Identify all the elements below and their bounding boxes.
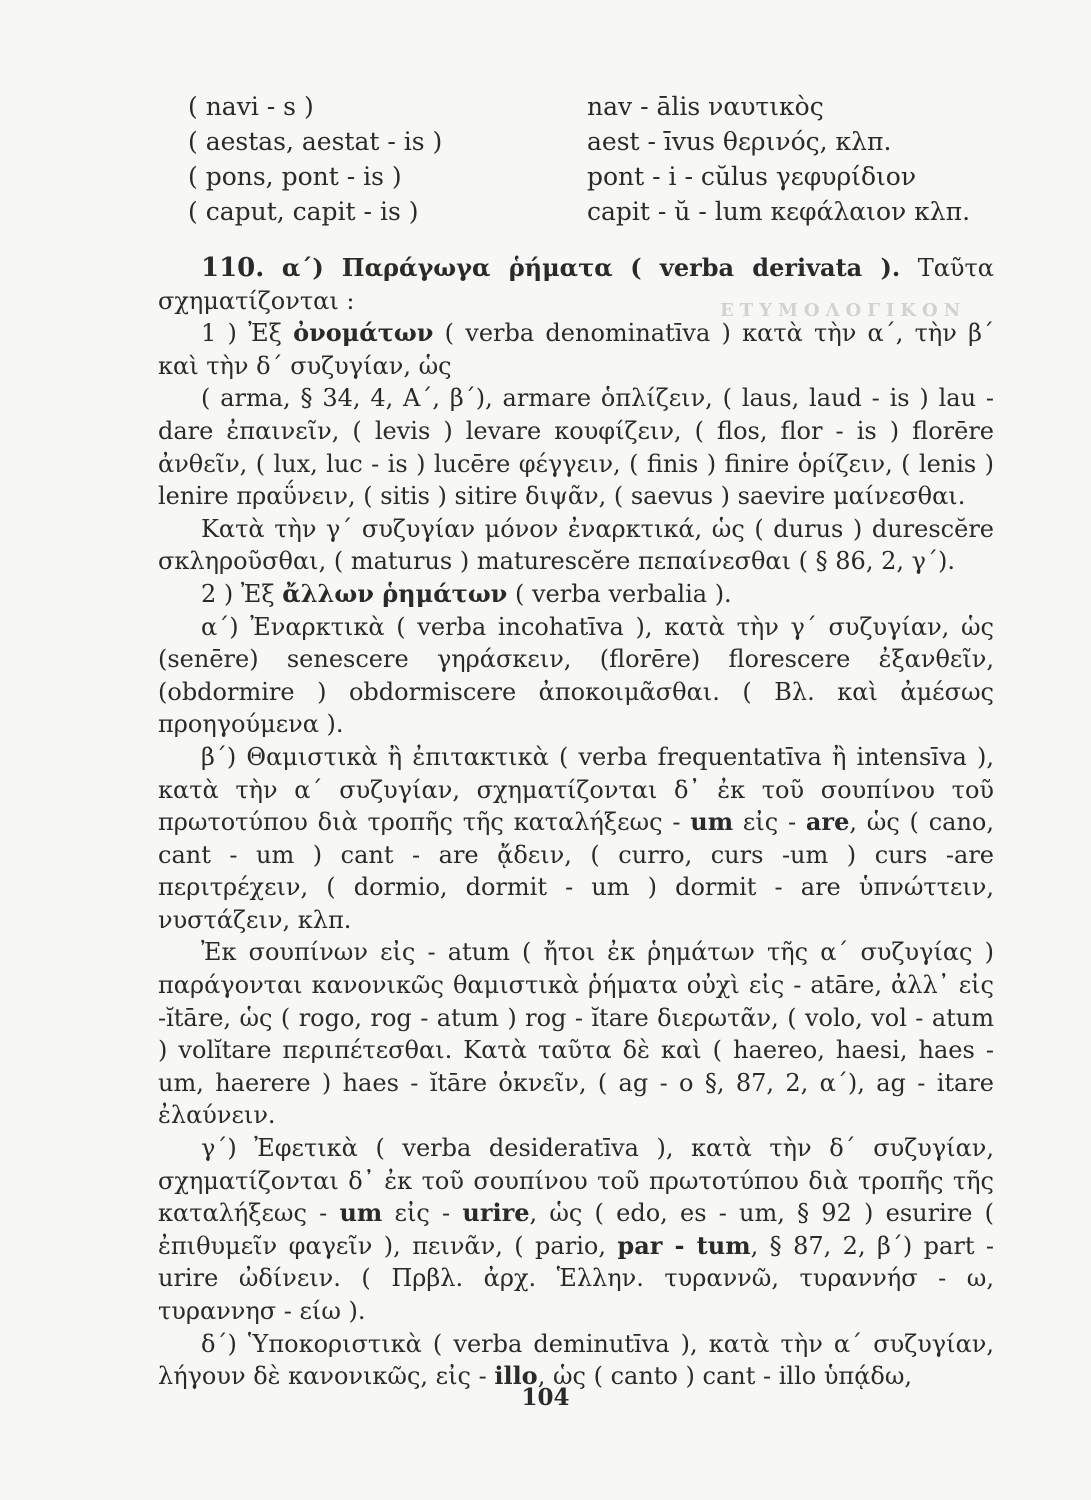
para-c-bold-1: um	[339, 1198, 383, 1228]
para-b-post: , ὡς ( cano, cant - um ) cant - are ᾄδειν, ( curro, curs -um ) curs -are περιτρέχειν, ( dormio, dormit - um ) dormit - are ὑπνώττειν, νυστάζειν, κλπ.	[158, 808, 994, 934]
table-left-2: ( aestas, aestat - is )	[188, 127, 443, 156]
para-c-bold-2: urire	[462, 1198, 530, 1228]
para-c-mid2: , ὡς ( edo, es - um, § 92 ) esurire ( ἐπιθυμεῖν φαγεῖν ), πεινᾶν, ( pario,	[158, 1199, 994, 1260]
paragraph-d	[158, 1328, 994, 1393]
para-c-bold-3: par - tum	[617, 1230, 751, 1260]
table-right-4: capit - ŭ - lum κεφάλαιον κλπ.	[587, 197, 971, 226]
table-left-1: ( navi - s )	[188, 92, 314, 121]
paragraph-a: α΄) Ἐναρκτικὰ ( verba incohatīva ), κατὰ τὴν γ΄ συζυγίαν, ὡς (senēre) senescere γηράσκειν, (florēre) florescere ἐξανθεῖν, (obdormire ) obdormiscere ἀποκοιμᾶσθαι. ( Βλ. καὶ ἀμέσως προηγούμενα ).	[158, 612, 994, 739]
section-number: 110.	[201, 253, 265, 283]
paragraph-b	[158, 741, 994, 937]
para-c-pre: γ΄) Ἐφετικὰ ( verba desideratīva ), κατὰ τὴν δ΄ συζυγίαν, σχηματίζονται δ᾽ ἐκ τοῦ σουπίνου τοῦ πρωτοτύπου διὰ τροπῆς τῆς καταλήξεως -	[158, 1134, 994, 1228]
page-number: 104	[521, 1384, 570, 1411]
para-d-post: , ὡς ( canto ) cant - illo ὑπᾴδω,	[537, 1362, 913, 1391]
section-110	[158, 252, 994, 317]
table-right-2: aest - īvus θερινός, κλπ.	[587, 127, 892, 156]
paragraph-1-examples: ( arma, § 34, 4, A΄, β΄), armare ὁπλίζειν, ( laus, laud - is ) lau - dare ἐπαινεῖν, ( levis ) levare κουφίζειν, ( flos, flor - is ) florēre ἀνθεῖν, ( lux, luc - is ) lucēre φέγγειν, ( finis ) finire ὁρίζειν, ( lenis ) lenire πραΰνειν, ( sitis ) sitire διψᾶν, ( saevus ) saevire μαίνεσθαι.	[158, 384, 994, 511]
paragraph-1-c: Κατὰ τὴν γ΄ συζυγίαν μόνον ἐναρκτικά, ὡς ( durus ) durescĕre σκληροῦσθαι, ( maturus ) maturescĕre πεπαίνεσθαι ( § 86, 2, γ΄).	[158, 514, 994, 576]
para-d-bold-1: illo	[494, 1361, 538, 1391]
table-left-3: ( pons, pont - is )	[188, 162, 402, 191]
para-c-mid: εἰς -	[394, 1199, 451, 1228]
para-d-pre: δ΄) Ὑποκοριστικὰ ( verba deminutīva ), κατὰ τὴν α΄ συζυγίαν, λήγουν δὲ κανονικῶς, εἰς -	[158, 1329, 994, 1391]
section-heading-latin: ( verba derivata ).	[630, 253, 901, 282]
paragraph-2	[158, 578, 994, 611]
table-right-1: nav - ālis ναυτικὸς	[587, 92, 824, 121]
section-heading: α΄) Παράγωγα ῥήματα	[281, 253, 613, 282]
para-c-post: , § 87, 2, β΄) part - urire ὠδίνειν. ( Πρβλ. ἀρχ. Ἑλλην. τυραννῶ, τυραννήσ - ω, τυραννησ - είω ).	[158, 1231, 995, 1325]
section-intro: Ταῦτα σχηματίζονται :	[158, 254, 994, 315]
table-left-4: ( caput, capit - is )	[188, 197, 419, 226]
para2-rest: ( verba verbalia ).	[514, 579, 732, 608]
para-b-bold-1: um	[690, 807, 734, 837]
paragraph-1	[158, 317, 994, 382]
para2-lead: 2 ) Ἐξ	[201, 579, 275, 608]
para-b-pre: β΄) Θαμιστικὰ ἢ ἐπιτακτικὰ ( verba frequentatīva ἢ intensīva ), κατὰ τὴν α΄ συζυγίαν, σχηματίζονται δ᾽ ἐκ τοῦ σουπίνου τοῦ πρωτοτύπου διὰ τροπῆς τῆς καταλήξεως -	[158, 742, 994, 837]
para1-lead: 1 ) Ἐξ	[201, 319, 282, 348]
para1-bold: ὀνομάτων	[293, 318, 434, 348]
table-right-3: pont - i - cŭlus γεφυρίδιον	[587, 162, 917, 191]
paragraph-b2: Ἐκ σουπίνων εἰς - atum ( ἤτοι ἐκ ῥημάτων τῆς α΄ συζυγίας ) παράγονται κανονικῶς θαμιστικὰ ῥήματα οὐχὶ εἰς - atāre, ἀλλ᾽ εἰς -ĭtāre, ὡς ( rogo, rog - atum ) rog - ĭtare διερωτᾶν, ( volo, vol - atum ) volĭtare περιπέτεσθαι. Κατὰ ταῦτα δὲ καὶ ( haereo, haesi, haes - um, haerere ) haes - ĭtāre ὀκνεῖν, ( ag - o §, 87, 2, α΄), ag - itare ἐλαύνειν.	[158, 938, 994, 1130]
para1-rest: ( verba denominatīva ) κατὰ τὴν α΄, τὴν β΄ καὶ τὴν δ΄ συζυγίαν, ὡς	[158, 319, 994, 380]
bleed-through-mark: ΕΤΥΜΟΛΟΓΙΚΟΝ	[720, 300, 967, 321]
body-text	[158, 252, 994, 1393]
para2-bold: ἄλλων ῥημάτων	[282, 578, 508, 608]
para-b-bold-2: are	[805, 807, 850, 837]
para-b-mid: εἰς -	[742, 808, 797, 837]
paragraph-c	[158, 1132, 994, 1328]
